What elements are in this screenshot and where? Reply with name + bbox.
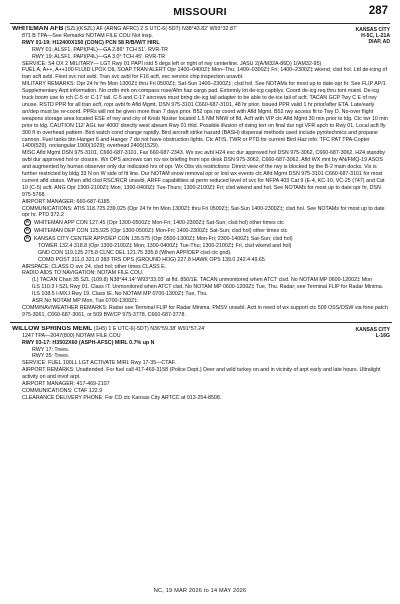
- chart-ref: H-5C, L-21A: [361, 33, 390, 40]
- airport-elevation-line: 871 B TPA—See Remarks NOTAM FILE COU Not insp.: [22, 32, 153, 39]
- whiteman-chart-refs: [355, 27, 390, 46]
- radio-aids-heading: RADIO AIDS TO NAVIGATION: NOTAM FILE COU.: [22, 270, 144, 277]
- service-line: SERVICE: S4 OX 2 MILITARY— LGT Rwy 01 PAPI rstd 5 degs left or right of rwy centerline. JASU 2(A/M32A-86D) 1(AM32-95): [22, 60, 322, 67]
- fuel-text: FUEL A, A++, A++100 FLUID LPOX OIL SOAP TRAN ALERT Opr 1400–0400Z‡ Mon–Thu; 1400–0300Z‡ Fri; 1400–2300Z‡ wkend, clsd hol. Ltd de-icing of tran acft avbl. Fleet svc not avbl. Tran svc avbl for F16 acft, exc service chip inspection unavbl.: [22, 67, 387, 81]
- page-content: [12, 26, 390, 402]
- radar-symbol-icon: R: [24, 219, 31, 226]
- tacan-info: (L) TACAN Chan 35 SZL (109.8) N38°44.14' W93°33.03' at fld. 850/1E. TACAN unmonitored when ATCT clsd. No NOTAM MP 0600-1200Z‡ Mon: [32, 277, 373, 284]
- state-heading: MISSOURI: [173, 6, 227, 18]
- military-remarks: MILITARY REMARKS: Opr 24 hr fm Mon 1300Z‡ thru Fri 0500Z‡; Sat-Sun 1400–2300Z‡; clsd hol. See NOTAMs for most up to date opr hr. See FLIP AP/1 Supplementary Arpt information. No crdtn mrk on compass rose/Afm haz cargo pad. Extremly lot de-icg capblys. Coord de-icg req thru tont maint. De-icg truck boom use to rch C-5 or C-17 tail. C-5 and C-17 aircrews must bring de-icg tail adapter to be able to de-ice tail of acft. TACAN GCP Twy C E of rwy unuse. RSTD PPR for all tran acft, ropr avbl fn Afld Mgmt, DSN 975-3101 C660-687-3101, 48 hr prior. Issued PPR valid 1 hr prior/after ETA. Late/early arr/dep must be re-coord. PPRs will not be given more than 7 days prior. B52 ops rqr coord with Afld Mgmt. B52 rwy access fit to Twy D. No-over flight weapons storage area located ESE of rwy and city of Knob Noster located 1.5 NM NNW of fld. Acft with VIP ctc Afld Mgmt 30 min prior to ldg. Ctc twr 10 min prior to ldg. CAUTION 112' AGL twr 4000' directly west abeam Rwy 01 thld. Possible illusion of rising terr on final dur ngt VFR apch to Rwy 01. Local acft fly 300 ft in overhead pattern. Bird watch cond change rapidly. Bird aircraft strike hazard (BASH) dispersal methods used include pyrotechnics and propane cannon. Fuel tanks btn Hanger 6 and Hanger 7 do not have obstruction lights. Ctc ATIS, TWR or PTD for current Bird Haz info. TFC PAT TPA-Copter 1400(529), rectangular 1900(1029); overhead 2400(1529).: [22, 81, 388, 150]
- airport-header-info: (SZL)(KSZL) AF (ARNG AFRC) 2 S UTC-6(-5DT) N38°43.82' W93°32.87': [64, 26, 237, 32]
- airport-header-info: (1H5) 1 E UTC-6(-5DT) N36°59.38' W91°57.24': [93, 325, 206, 332]
- airport-manager: AIRPORT MANAGER: 417-469-2107: [22, 381, 110, 388]
- runway-01-19: RWY 01-19: H12400X150 (CONC) PCN 58 R/B/W/T HIRL: [22, 39, 160, 46]
- airport-remarks: AIRPORT REMARKS: Unattended. For fuel call 417-469-3158 (Police Dept.) Deer and wild turkey on and in vicinity of arpt early and late hours. Ultralight activity on and invof arpt.: [22, 367, 381, 381]
- communications: COMMUNICATIONS: CTAF 122.9: [22, 387, 103, 394]
- radar-symbol-icon: R: [24, 235, 31, 242]
- effective-dates-footer: NC, 19 MAR 2026 to 14 MAY 2026: [153, 588, 247, 594]
- misc-remarks: MISC Afld Mgmt DSN 975-3101, C660-687-3101, Fax 660-687-2343. Wx svc avbl H24 exc dur approved hol DSN 975-3062, C660-687-3062. H24 standby avbl dur approved hol or closure. Wx OPS aircrews can rcv wx briefing from ops desk DSN 975-3062, C660-687-3062. Afld WX mnt by AN/FMQ-19 ASOS and augmented by human observer only dur indicated hrs of opr. Wx Obs vis restrictions: Direct view of the rwy is blocked by the B-2 main docks. Vis is further restricted by bldg 33 N on W side of fit line. Dur NOTAM snow removal opr or lost wx events ctc Afld Mgmt DSN 975-3101 C660-687-3101 for most current afld status. When afld clsd RSC/RCR unavbl. ARFF capabilities at perm reduced level of svc for NFPA 403 Cat 9 (E-4, KC-10, VC-25 (747) and Cat 10 (C-5) acft. ANG Opr 1300-2100Z‡ Mon; 1300-0400Z‡ Tue-Thurs; 1300-2100Z‡ Fri; clsd wkend and hol. See NOTAMs for most up to date opr hr, DSN 975-5768.: [22, 150, 386, 198]
- header-rule: [10, 23, 390, 24]
- airspace: AIRSPACE: CLASS D svc 24, clsd hol; other times CLASS E.: [22, 263, 167, 270]
- asr-info: ASR No NOTAM MP Mon, Tue 0700-1300Z‡.: [32, 298, 139, 305]
- center-control: KANSAS CITY CENTER APP/DEP CON 135.575 (Opr 0500-1300Z‡ Mon-Fri; 2300-1400Z‡ Sat-Sun; clsd hol): [34, 235, 293, 242]
- clearance-delivery: CLEARANCE DELIVERY PHONE: For CD ctc Kansas City ARTCC at 913-254-8508.: [22, 394, 222, 401]
- whiteman-afb-entry: [12, 26, 390, 319]
- ils-rwy19: ILS 108.5 I-MXJ Rwy 19. Class IE. No NOTAM MP 0700-1300Z‡ Tue, Thu.: [32, 291, 208, 298]
- approach-control: WHITEMAN APP CON 127.45 (Opr 1300-0500Z‡ Mon-Fri; 1400-2300Z‡ Sat-Sun; clsd hol) other times ctc: [34, 220, 284, 227]
- command-post-freq: COMD POST 311.0 321.0 383 TRS OPS (GROUND HOG) 227.8 HAWK OPS 139.0 242.4 49.65: [38, 256, 265, 263]
- ils-rwy01: ILS 110.3 I-SZL Rwy 01. Class IT. Unmonitored when ATCT clsd. No NOTAM MP 0600-1200Z‡ Tue, Thu. Radar; see Terminal FLIP for Radar Minima.: [32, 284, 384, 291]
- chart-ref: KANSAS CITY: [355, 27, 390, 33]
- service-line: SERVICE: FUEL 100LL LGT ACTIVATE MIRL Rwy 17-35—CTAF.: [22, 360, 176, 367]
- chart-ref: KANSAS CITY: [355, 326, 390, 333]
- ground-control-freq: GND CON 119.125 275.8 CLNC DEL 121.75 335.8 (When APP/DEP clsd ctc gnd).: [38, 249, 232, 256]
- communications: COMMUNICATIONS: ATIS 118.725 239.025 (Opr 24 hr fm Mon 1300Z‡ thru Fri 0500Z‡; Sat-Sun 1400-2300Z‡; clsd hol. See NOTAMs for most up to date opr hr. PTD 372.2: [22, 205, 385, 219]
- airport-elevation-line: 1247 TPA—2047(800) NOTAM FILE COU: [22, 332, 121, 339]
- chart-ref: L-16G: [375, 332, 390, 339]
- airport-manager: AIRPORT MANAGER: 660-687-6185: [22, 198, 110, 205]
- runway-35-info: RWY 35: Trees.: [32, 353, 70, 360]
- departure-control: WHITEMAN DEP CON 125.925 (Opr 1300-0500Z‡ Mon-Fri; 1400-2300Z‡ Sat-Sun; clsd hol) other times ctc: [34, 228, 288, 235]
- airport-name: WILLOW SPRINGS MEML: [12, 325, 93, 332]
- tower-freq: TOWER 132.4 318.8 (Opr 1300-2100Z‡ Mon; 1300-0400Z‡ Tue-Thu; 1300-2100Z‡ Fri, clsd wkend and hol): [38, 242, 292, 249]
- page-number: 287: [368, 5, 388, 17]
- comm-nav-weather-remarks: COMM/NAV/WEATHER REMARKS: Radar see Terminal FLIP for Radar Minima. PMSV unavbl. Actt in need of wx support ctc 509 OSS/OSW via fone patch 975-3061, C660-687-3061, or 509 BW/CP 975-3778, C660-687-3778.: [22, 304, 388, 318]
- runway-17-info: RWY 17: Trees.: [32, 346, 70, 353]
- runway-01-info: RWY 01: ALSF1. PAPI(P4L)—GA 2.86° TCH 51'. RVR-TR: [32, 46, 168, 53]
- radar-symbol-icon: R: [24, 227, 31, 234]
- runway-19-info: RWY 19: ALSF1. PAPI(P4L)—GA 3.0° TCH 45'. RVR-TR: [32, 53, 166, 60]
- airport-name: WHITEMAN AFB: [12, 26, 64, 32]
- runway-03-17: RWY 03-17: H3502X60 (ASPH-AFSC) MIRL 0.7% up N: [22, 339, 155, 346]
- willow-springs-entry: [12, 326, 390, 402]
- entry-separator: [10, 322, 392, 323]
- willow-chart-refs: [355, 327, 390, 339]
- chart-ref: DIAP, AD: [368, 39, 390, 46]
